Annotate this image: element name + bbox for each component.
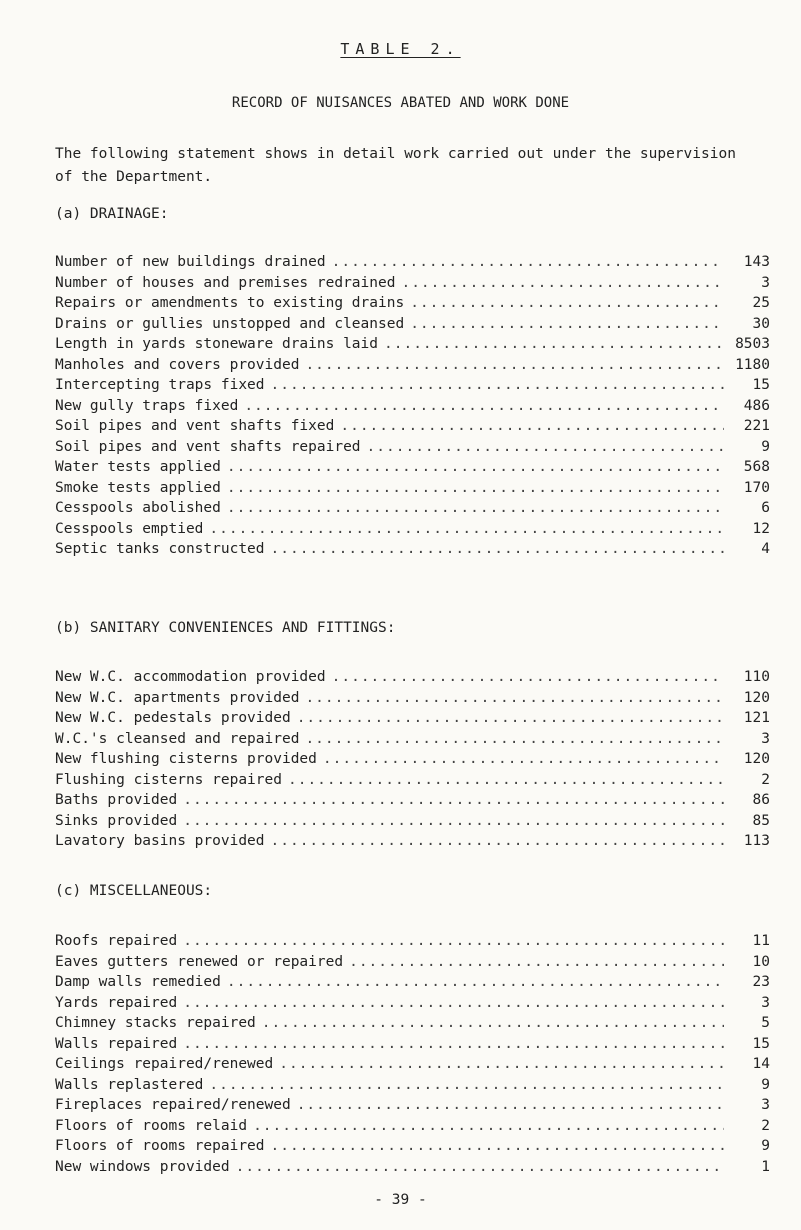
row-value: 3 (761, 730, 770, 747)
row-value: 8503 (735, 336, 770, 352)
table-row (55, 1138, 770, 1159)
row-value: 170 (743, 479, 770, 496)
row-label: Eaves gutters renewed or repaired (55, 953, 344, 970)
table-row (55, 439, 770, 460)
table-title: TABLE 2. (340, 40, 461, 58)
row-label: Intercepting traps fixed (55, 377, 265, 393)
row-value: 30 (752, 315, 770, 332)
leader-dots (288, 772, 724, 788)
table-row (55, 500, 770, 521)
table-row (55, 995, 770, 1016)
row-label: Flushing cisterns repaired (55, 771, 282, 788)
row-label: Fireplaces repaired/renewed (55, 1097, 291, 1113)
table-row (55, 933, 770, 954)
table-row (55, 254, 770, 275)
drainage-list (55, 254, 770, 562)
page-number: - 39 - (374, 1192, 427, 1208)
table-row (55, 833, 770, 854)
table-row (55, 316, 770, 337)
leader-dots (349, 954, 724, 970)
row-label: Yards repaired (55, 994, 178, 1011)
table-row (55, 813, 770, 834)
row-label: Soil pipes and vent shafts fixed (55, 418, 335, 434)
leader-dots (227, 459, 724, 475)
table-row (55, 974, 770, 995)
miscellaneous-list (55, 933, 770, 1179)
table-row (55, 751, 770, 772)
row-label: New W.C. accommodation provided (55, 669, 326, 685)
leader-dots (340, 418, 724, 434)
table-row (55, 541, 770, 562)
row-label: Repairs or amendments to existing drains (55, 295, 405, 311)
row-value: 6 (761, 500, 770, 516)
table-row (55, 1036, 770, 1057)
leader-dots (305, 690, 724, 706)
section-title-drainage: (a) DRAINAGE: (55, 206, 169, 222)
row-label: New flushing cisterns provided (55, 751, 317, 767)
row-label: Walls replastered (55, 1076, 204, 1093)
row-label: Floors of rooms relaid (55, 1117, 248, 1134)
row-label: New gully traps fixed (55, 397, 239, 414)
row-value: 2 (761, 771, 770, 788)
leader-dots (297, 710, 724, 726)
section-title-sanitary: (b) SANITARY CONVENIENCES AND FITTINGS: (55, 620, 396, 636)
row-label: Roofs repaired (55, 933, 178, 949)
row-label: Length in yards stoneware drains laid (55, 336, 379, 352)
row-value: 9 (761, 438, 770, 455)
leader-dots (332, 254, 724, 270)
leader-dots (305, 731, 724, 747)
table-row (55, 521, 770, 542)
table-row (55, 377, 770, 398)
table-row (55, 954, 770, 975)
row-value: 1180 (735, 356, 770, 373)
row-label: Water tests applied (55, 459, 221, 475)
table-row (55, 1159, 770, 1180)
table-row (55, 418, 770, 439)
row-label: Ceilings repaired/renewed (55, 1056, 274, 1072)
row-label: Septic tanks constructed (55, 541, 265, 557)
row-label: W.C.'s cleansed and repaired (55, 730, 300, 747)
leader-dots (271, 1138, 724, 1154)
leader-dots (183, 933, 724, 949)
row-label: Drains or gullies unstopped and cleansed (55, 315, 405, 332)
row-value: 120 (743, 689, 770, 706)
row-value: 5 (761, 1015, 770, 1031)
table-row (55, 480, 770, 501)
row-label: New W.C. apartments provided (55, 689, 300, 706)
table-row (55, 669, 770, 690)
page-heading: RECORD OF NUISANCES ABATED AND WORK DONE (231, 95, 570, 111)
leader-dots (244, 398, 724, 414)
row-value: 10 (752, 953, 770, 970)
table-row (55, 1077, 770, 1098)
row-label: Manholes and covers provided (55, 356, 300, 373)
row-label: Lavatory basins provided (55, 833, 265, 849)
leader-dots (271, 541, 724, 557)
table-row (55, 731, 770, 752)
row-label: Number of new buildings drained (55, 254, 326, 270)
table-row (55, 336, 770, 357)
row-value: 11 (752, 933, 770, 949)
row-value: 3 (761, 1097, 770, 1113)
row-value: 9 (761, 1076, 770, 1093)
leader-dots (236, 1159, 724, 1175)
leader-dots (227, 500, 724, 516)
leader-dots (332, 669, 724, 685)
table-row (55, 690, 770, 711)
row-value: 4 (761, 541, 770, 557)
row-label: Sinks provided (55, 812, 178, 829)
row-label: New windows provided (55, 1158, 230, 1175)
leader-dots (271, 833, 724, 849)
leader-dots (279, 1056, 724, 1072)
row-value: 113 (743, 833, 770, 849)
leader-dots (209, 1077, 724, 1093)
table-row (55, 1015, 770, 1036)
row-value: 486 (743, 397, 770, 414)
row-value: 25 (752, 295, 770, 311)
row-label: Cesspools emptied (55, 520, 204, 537)
leader-dots (183, 792, 724, 808)
leader-dots (183, 1036, 724, 1052)
row-label: Soil pipes and vent shafts repaired (55, 438, 361, 455)
row-value: 15 (752, 1035, 770, 1052)
row-label: Damp walls remedied (55, 974, 221, 990)
leader-dots (384, 336, 724, 352)
leader-dots (367, 439, 724, 455)
row-label: Walls repaired (55, 1035, 178, 1052)
leader-dots (209, 521, 724, 537)
table-row (55, 398, 770, 419)
table-row (55, 1056, 770, 1077)
leader-dots (271, 377, 724, 393)
row-value: 23 (752, 974, 770, 990)
leader-dots (305, 357, 724, 373)
row-label: Baths provided (55, 792, 178, 808)
leader-dots (227, 480, 724, 496)
row-value: 121 (743, 710, 770, 726)
leader-dots (262, 1015, 724, 1031)
row-value: 568 (743, 459, 770, 475)
leader-dots (323, 751, 724, 767)
section-title-miscellaneous: (c) MISCELLANEOUS: (55, 883, 213, 899)
row-value: 15 (752, 377, 770, 393)
row-label: Chimney stacks repaired (55, 1015, 256, 1031)
row-label: New W.C. pedestals provided (55, 710, 291, 726)
row-value: 3 (761, 274, 770, 291)
leader-dots (410, 316, 724, 332)
table-row (55, 792, 770, 813)
leader-dots (401, 275, 724, 291)
table-row (55, 710, 770, 731)
row-label: Smoke tests applied (55, 479, 221, 496)
row-label: Cesspools abolished (55, 500, 221, 516)
table-row (55, 295, 770, 316)
row-label: Number of houses and premises redrained (55, 274, 396, 291)
leader-dots (297, 1097, 724, 1113)
row-value: 3 (761, 994, 770, 1011)
row-value: 120 (743, 751, 770, 767)
row-value: 110 (743, 669, 770, 685)
row-label: Floors of rooms repaired (55, 1138, 265, 1154)
table-row (55, 1118, 770, 1139)
table-row (55, 357, 770, 378)
row-value: 85 (752, 812, 770, 829)
table-row (55, 459, 770, 480)
intro-paragraph: The following statement shows in detail work carried out under the supervision of the Department. (55, 146, 736, 185)
row-value: 221 (743, 418, 770, 434)
sanitary-list (55, 669, 770, 854)
leader-dots (410, 295, 724, 311)
table-row (55, 772, 770, 793)
row-value: 9 (761, 1138, 770, 1154)
row-value: 14 (752, 1056, 770, 1072)
leader-dots (253, 1118, 724, 1134)
row-value: 12 (752, 520, 770, 537)
row-value: 86 (752, 792, 770, 808)
table-row (55, 275, 770, 296)
table-row (55, 1097, 770, 1118)
leader-dots (183, 813, 724, 829)
row-value: 1 (761, 1158, 770, 1175)
row-value: 143 (743, 254, 770, 270)
row-value: 2 (761, 1117, 770, 1134)
leader-dots (183, 995, 724, 1011)
leader-dots (227, 974, 724, 990)
